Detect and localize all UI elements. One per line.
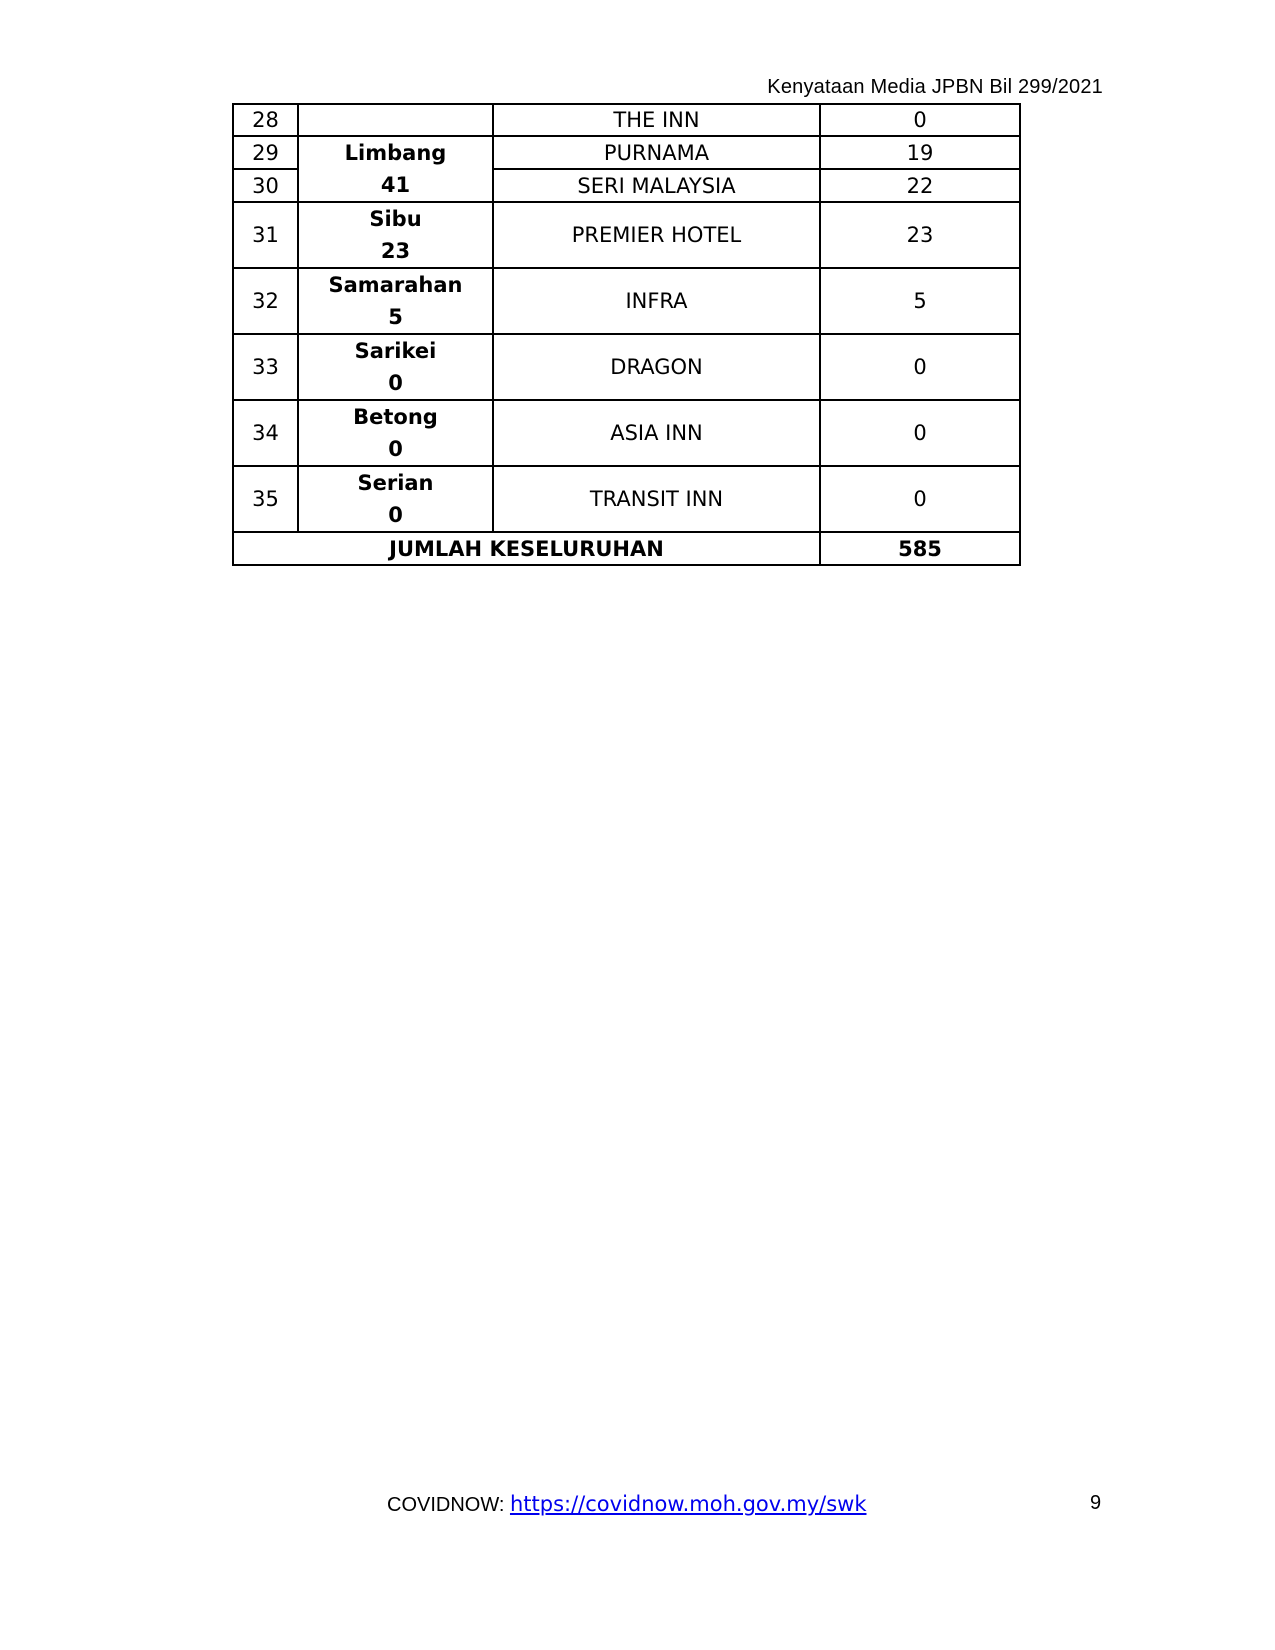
division-cell [298,466,493,532]
hotel-count: 5 [820,268,1020,334]
division-total: 41 [380,173,411,197]
division-name: Samarahan [328,273,463,297]
table-row [233,136,1020,169]
row-number: 28 [233,104,298,136]
division-name: Sibu [369,207,422,231]
grand-total-value: 585 [820,532,1020,565]
covidnow-link[interactable]: https://covidnow.moh.gov.my/swk [509,1492,867,1516]
hotel-name: ASIA INN [493,400,820,466]
hotel-name: PURNAMA [493,136,820,169]
division-total: 0 [388,503,403,527]
row-number: 34 [233,400,298,466]
hotel-name: PREMIER HOTEL [493,202,820,268]
division-cell [298,136,493,202]
division-cell-empty [298,104,493,136]
grand-total-row [233,532,1020,565]
division-cell [298,334,493,400]
page-number: 9 [1090,1492,1102,1514]
hotel-name: INFRA [493,268,820,334]
hotel-count: 23 [820,202,1020,268]
hotel-count: 0 [820,104,1020,136]
row-number: 32 [233,268,298,334]
hotel-count: 0 [820,400,1020,466]
division-name: Serian [357,471,434,495]
division-cell [298,202,493,268]
footer-source [387,1492,867,1517]
division-total: 0 [388,371,403,395]
grand-total-label: JUMLAH KESELURUHAN [233,532,820,565]
hotel-count: 0 [820,466,1020,532]
division-cell [298,400,493,466]
row-number: 33 [233,334,298,400]
quarantine-hotel-table [232,103,1021,566]
division-total: 23 [380,239,411,263]
division-name: Betong [353,405,438,429]
hotel-count: 19 [820,136,1020,169]
row-number: 35 [233,466,298,532]
row-number: 31 [233,202,298,268]
table-row [233,268,1020,334]
division-total: 5 [388,305,403,329]
table-row [233,104,1020,136]
table-row [233,400,1020,466]
row-number: 29 [233,136,298,169]
division-name: Sarikei [354,339,437,363]
hotel-count: 22 [820,169,1020,202]
hotel-name: SERI MALAYSIA [493,169,820,202]
division-name: Limbang [344,141,447,165]
hotel-name: DRAGON [493,334,820,400]
table-row [233,466,1020,532]
table-row [233,202,1020,268]
hotel-name: THE INN [493,104,820,136]
footer-prefix: COVIDNOW: [387,1494,510,1516]
division-cell [298,268,493,334]
row-number: 30 [233,169,298,202]
hotel-name: TRANSIT INN [493,466,820,532]
document-reference: Kenyataan Media JPBN Bil 299/2021 [767,76,1103,98]
table-row [233,334,1020,400]
hotel-count: 0 [820,334,1020,400]
division-total: 0 [388,437,403,461]
